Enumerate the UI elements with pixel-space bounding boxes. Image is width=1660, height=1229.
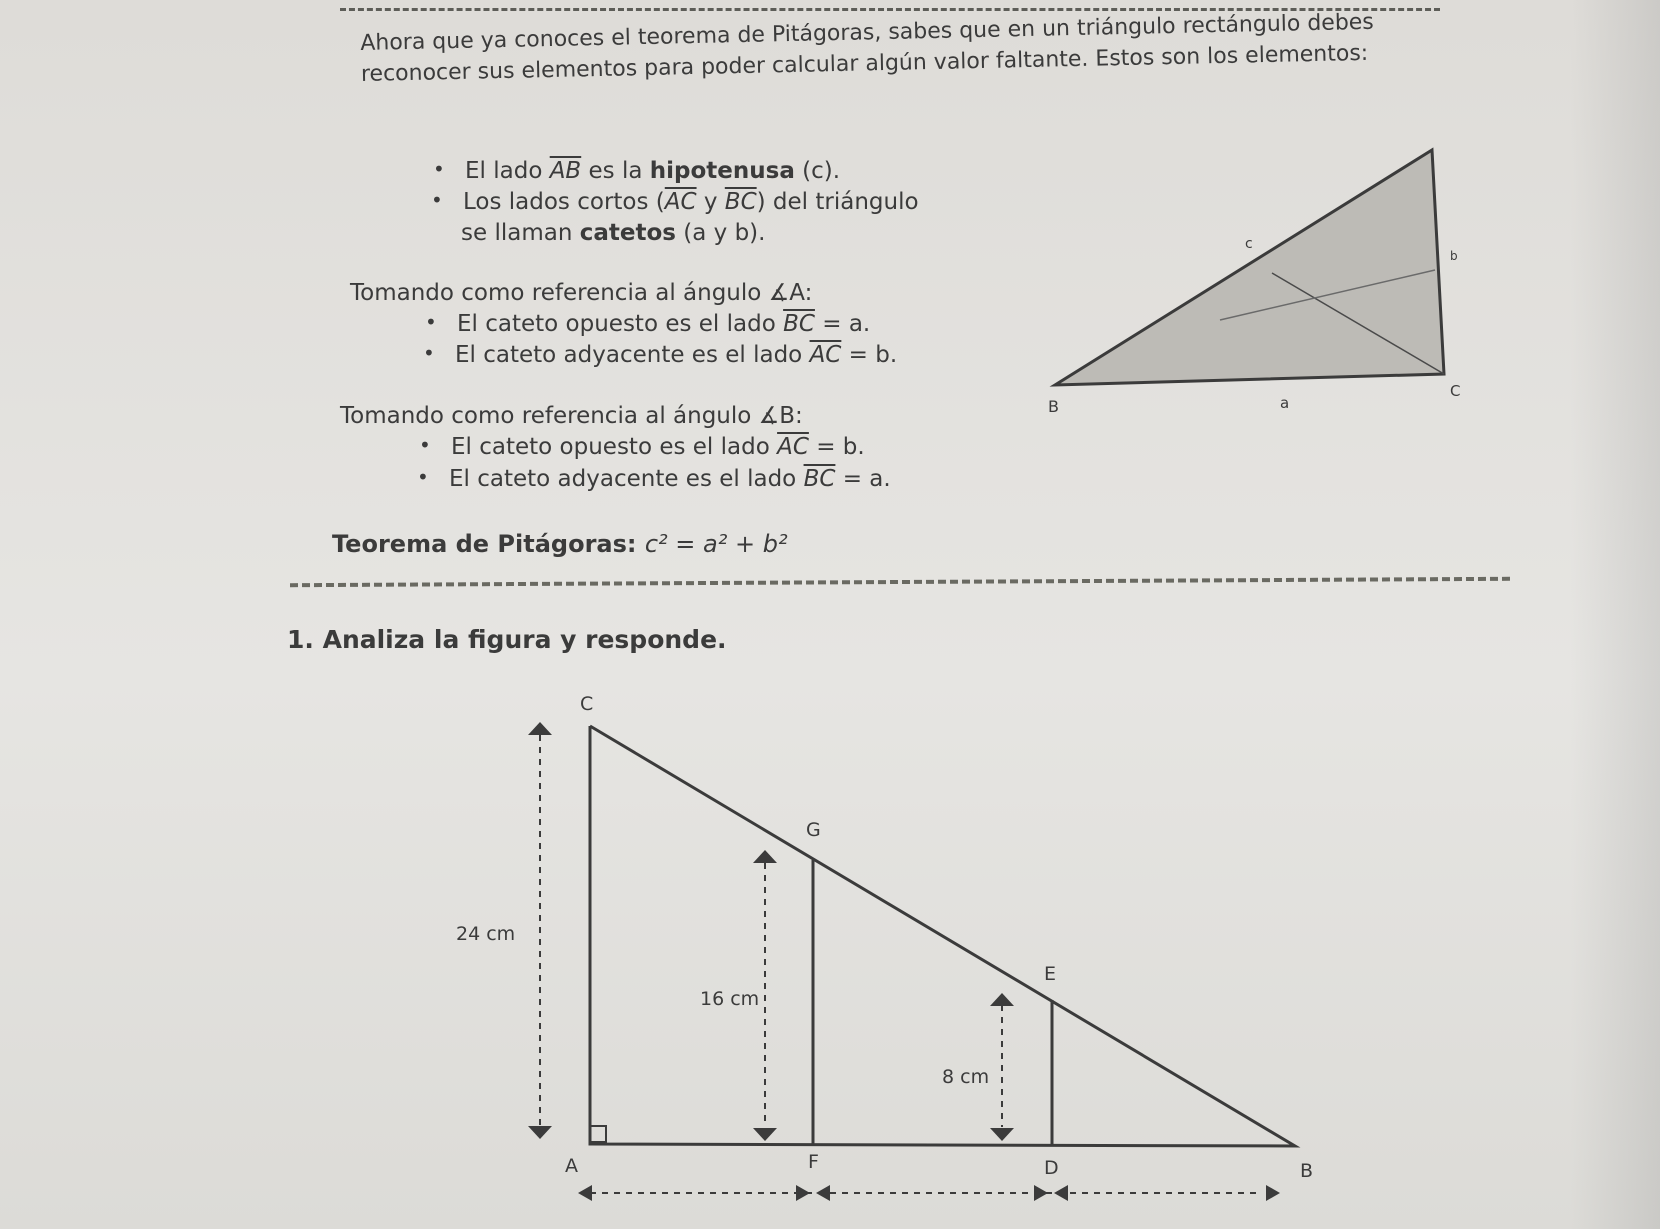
vertex-g: G: [806, 819, 821, 841]
measure-de: 8 cm: [942, 1066, 990, 1088]
reference-triangle: [1055, 150, 1444, 385]
arrowhead-ac-bottom: [528, 1126, 552, 1139]
arrowhead-de-top: [990, 993, 1014, 1006]
angle-a-heading: Tomando como referencia al ángulo ∡A:: [350, 280, 813, 306]
bullet-catetos: • Los lados cortos ($\overline{AC}$ y $\overline{BC}$) del triángulo: [463, 189, 919, 215]
arrowhead-de-bottom: [990, 1128, 1014, 1141]
exercise-title: 1. Analiza la figura y responde.: [287, 625, 727, 654]
ref-vertex-c: C: [1450, 382, 1461, 400]
right-angle-mark: [590, 1126, 606, 1142]
arrowhead-base-d-right: [1054, 1185, 1068, 1201]
vertex-c: C: [580, 693, 594, 715]
exercise-figure: [440, 680, 1340, 1220]
vertex-b: B: [1300, 1160, 1314, 1182]
intro-paragraph: Ahora que ya conoces el teorema de Pitágoras, sabes que en un triángulo rectángulo debes reconocer sus elementos para poder calcular algún valor faltante. Estos son los elementos:: [360, 9, 1375, 87]
vertex-e: E: [1044, 963, 1057, 985]
ref-label-b: b: [1450, 249, 1458, 263]
arrowhead-fg-top: [753, 850, 777, 863]
angle-b-opposite: • El cateto opuesto es el lado $\overline{AC} = b$.: [451, 434, 865, 460]
arrowhead-base-f-right: [816, 1185, 830, 1201]
angle-b-adjacent: • El cateto adyacente es el lado $\overline{BC} = a$.: [449, 466, 891, 492]
angle-a-opposite: • El cateto opuesto es el lado $\overline{BC} = a$.: [457, 311, 870, 337]
pythagoras-theorem: Teorema de Pitágoras: c² = a² + b²: [332, 530, 788, 558]
page-shadow: [1570, 0, 1660, 1229]
arrowhead-base-a: [578, 1185, 592, 1201]
angle-b-heading: Tomando como referencia al ángulo ∡B:: [340, 403, 803, 429]
vertex-d: D: [1044, 1157, 1059, 1179]
angle-a-adjacent: • El cateto adyacente es el lado $\overline{AC} = b$.: [455, 342, 897, 368]
vertex-a: A: [565, 1155, 578, 1177]
ref-label-c: c: [1245, 236, 1253, 252]
bullet-hypotenuse: • El lado $\overline{AB}$ es la hipotenusa (c).: [465, 158, 840, 184]
reference-triangle-figure: [1040, 120, 1470, 420]
arrowhead-base-b: [1266, 1185, 1280, 1201]
arrowhead-base-f-left: [796, 1185, 810, 1201]
measure-fg: 16 cm: [700, 988, 760, 1010]
bullet-catetos-line2: se llaman catetos (a y b).: [461, 220, 766, 246]
arrowhead-ac-top: [528, 722, 552, 735]
vertex-f: F: [808, 1151, 819, 1173]
ref-vertex-b: B: [1048, 397, 1059, 416]
arrowhead-fg-bottom: [753, 1128, 777, 1141]
arrowhead-base-d-left: [1034, 1185, 1048, 1201]
measure-ac: 24 cm: [456, 923, 516, 945]
ref-label-a: a: [1280, 394, 1290, 412]
